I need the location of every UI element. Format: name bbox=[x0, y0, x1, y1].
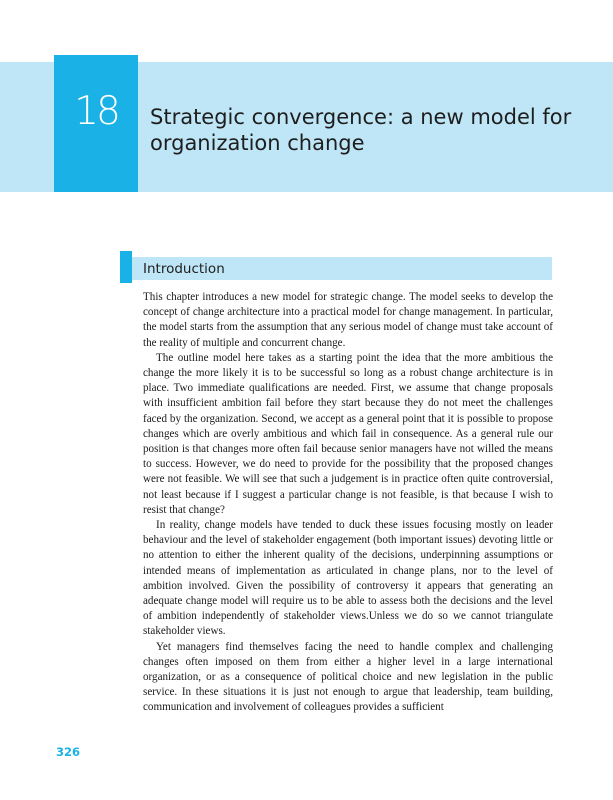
body-text bbox=[143, 290, 553, 716]
section-heading: Introduction bbox=[143, 261, 225, 277]
paragraph-2: The outline model here takes as a starting point the idea that the more ambitious the change the more likely it is to be successful so long as a robust change architecture is in place. Two immediate qualifications are needed. First, we assume that change proposals with insufficient ambition fail before they start because they do not meet the challenges faced by the organization. Second, we accept as a general point that it is possible to propose changes which are overly ambitious and which fail in consequence. As a general rule our position is that changes more often fail because senior managers have not willed the means to success. However, we do need to provide for the possibility that the proposed changes were not feasible. We will see that such a judgement is in practice often quite controversial, not least because if I suggest a particular change is not feasible, is that because I wish to resist that change? bbox=[143, 351, 553, 516]
section-heading-accent bbox=[120, 251, 132, 283]
paragraph-3: In reality, change models have tended to duck these issues focusing mostly on leader behaviour and the level of stakeholder engagement (both important issues) devoting little or no attention to either the inherent quality of the decisions, underpinning assumptions or intended means of implementation as articulated in change plans, nor to the level of ambition involved. Given the possibility of controversy it appears that generating an adequate change model will require us to be able to assess both the decisions and the level of ambition independently of stakeholder views.Unless we do so we cannot triangulate stakeholder views. bbox=[143, 519, 553, 638]
paragraph-4: Yet managers find themselves facing the need to handle complex and challenging changes often imposed on them from either a higher level in a large international organization, or as a consequence of political choice and new legislation in the public service. In these situations it is just not enough to argue that leadership, team building, communication and involvement of colleagues provides a sufficient bbox=[143, 640, 553, 714]
paragraph-1: This chapter introduces a new model for strategic change. The model seeks to develop the concept of change architecture into a practical model for change management. In particular, the model starts from the assumption that any serious model of change must take account of the reality of multiple and concurrent change. bbox=[143, 291, 553, 349]
chapter-number: 18 bbox=[74, 89, 118, 134]
chapter-title: Strategic convergence: a new model for organization change bbox=[150, 105, 572, 155]
page-number: 326 bbox=[56, 745, 81, 759]
